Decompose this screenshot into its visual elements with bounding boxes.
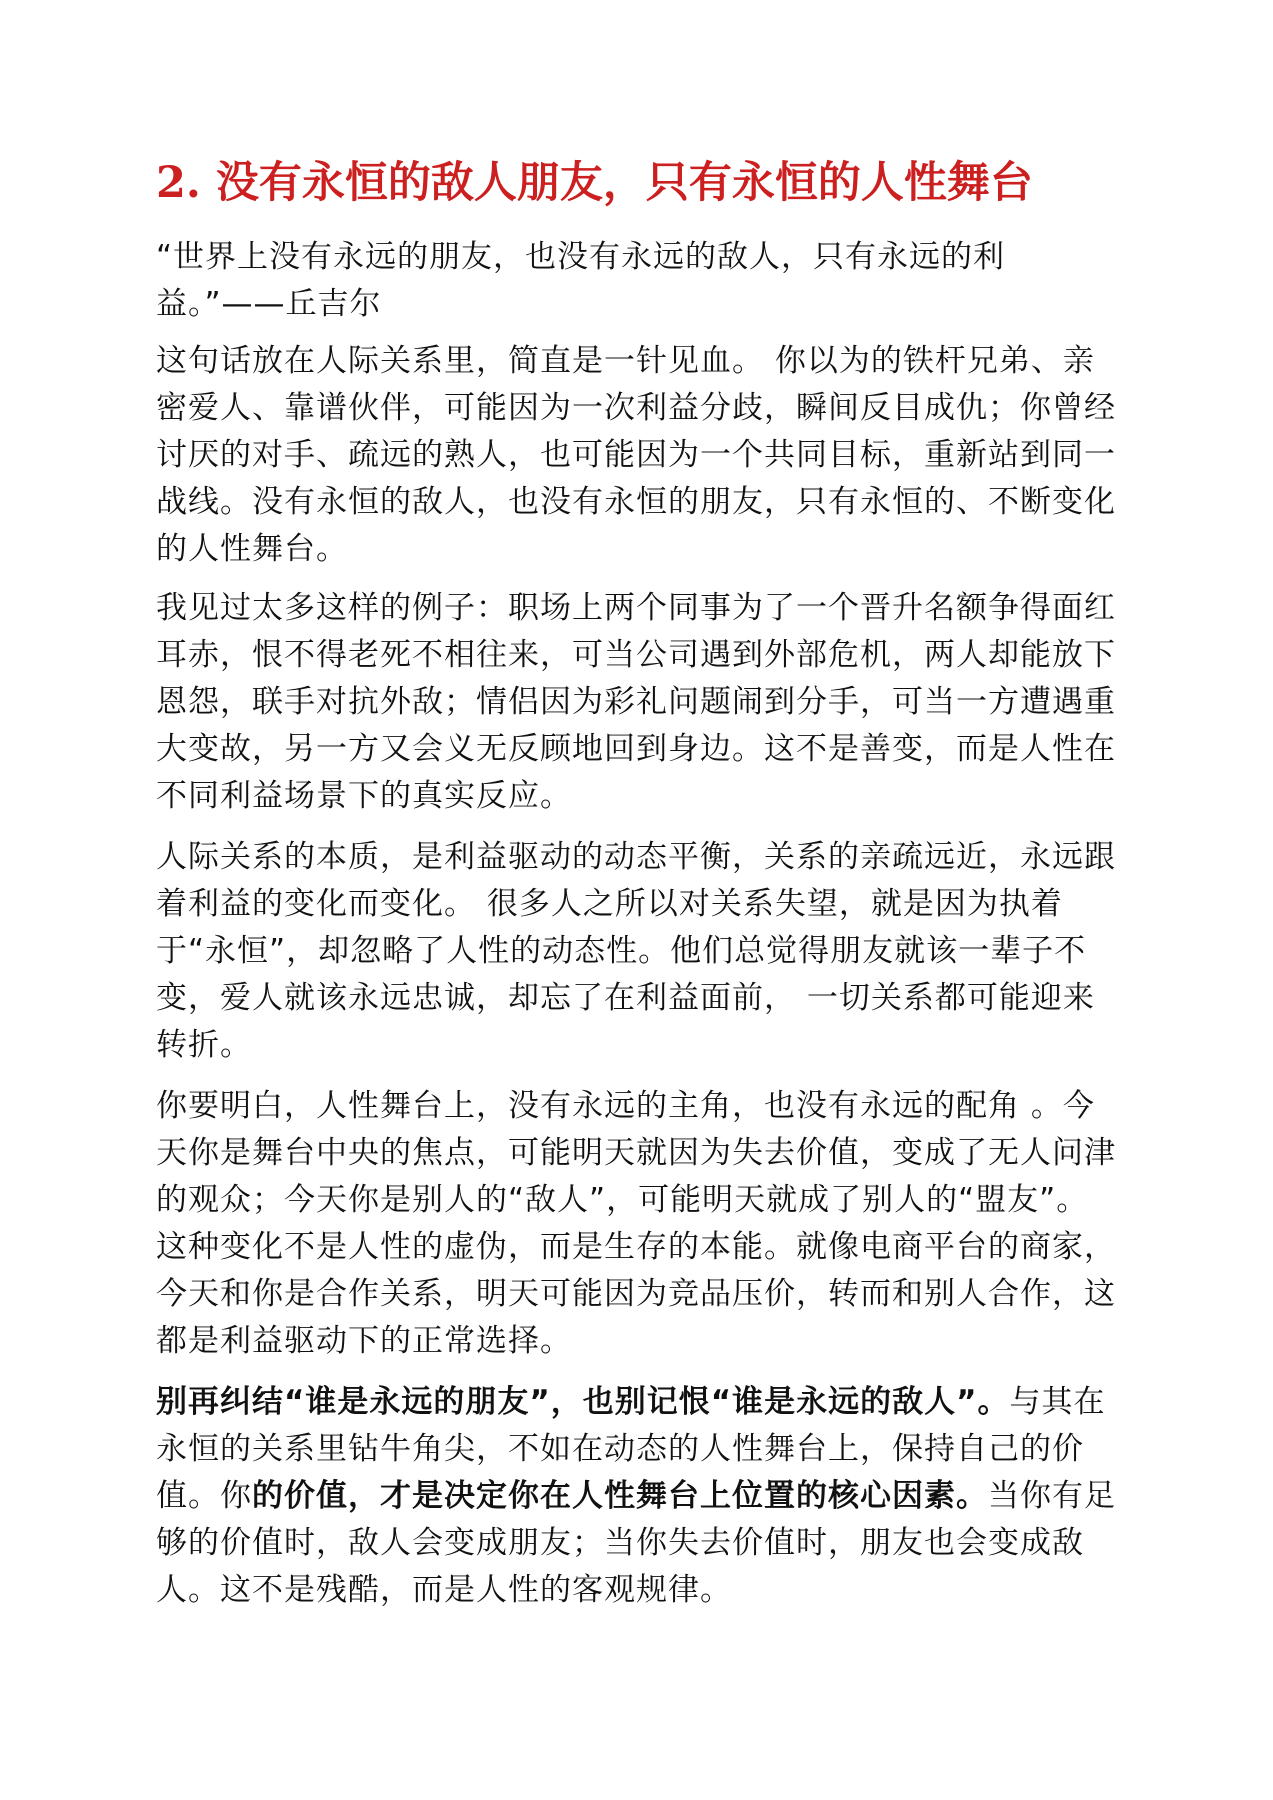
paragraph-5-text-1: 与其在永恒的关系里钻牛角尖，不如在动态的人性舞台上，保持自己的价值。你 xyxy=(156,1384,1106,1514)
paragraph-2: 我见过太多这样的例子：职场上两个同事为了一个晋升名额争得面红耳赤，恨不得老死不相往来，可当公司遇到外部危机，两人却能放下恩怨，联手对抗外敌；情侣因为彩礼问题闹到分手，可当一方遭遇重大变故，另一方又会义无反顾地回到身边。这不是善变，而是人性在不同利益场景下的真实反应。 xyxy=(156,590,1116,814)
paragraph-5-bold-key: 的价值，才是决定你在人性舞台上位置的核心因素。 xyxy=(252,1478,988,1514)
churchill-quote: “世界上没有永远的朋友，也没有永远的敌人，只有永远的利益。”——丘吉尔 xyxy=(156,239,1006,322)
paragraph-1: 这句话放在人际关系里，简直是一针见血。 你以为的铁杆兄弟、亲密爱人、靠谱伙伴，可能因为一次利益分歧，瞬间反目成仇；你曾经讨厌的对手、疏远的熟人，也可能因为一个共同目标，重新站到同一战线。没有永恒的敌人，也没有永恒的朋友，只有永恒的、不断变化的人性舞台。 xyxy=(156,343,1116,567)
paragraph-5-bold-lead: 别再纠结“谁是永远的朋友”，也别记恨“谁是永远的敌人”。 xyxy=(156,1384,1010,1420)
article-title: 2. 没有永恒的敌人朋友，只有永恒的人性舞台 xyxy=(156,158,1033,208)
paragraph-4: 你要明白，人性舞台上，没有永远的主角，也没有永远的配角 。今天你是舞台中央的焦点，可能明天就因为失去价值，变成了无人问津的观众；今天你是别人的“敌人”，可能明天就成了别人的“盟友”。这种变化不是人性的虚伪，而是生存的本能。就像电商平台的商家，今天和你是合作关系，明天可能因为竞品压价，转而和别人合作，这都是利益驱动下的正常选择。 xyxy=(156,1088,1116,1359)
paragraph-5-text-2: 当你有足够的价值时，敌人会变成朋友；当你失去价值时，朋友也会变成敌人。这不是残酷，而是人性的客观规律。 xyxy=(156,1478,1116,1608)
article xyxy=(156,150,1116,1614)
paragraph-3: 人际关系的本质，是利益驱动的动态平衡，关系的亲疏远近，永远跟着利益的变化而变化。 很多人之所以对关系失望，就是因为执着于“永恒”，却忽略了人性的动态性。他们总觉得朋友就该一辈子不变，爱人就该永远忠诚，却忘了在利益面前， 一切关系都可能迎来转折。 xyxy=(156,839,1116,1063)
paragraph-5 xyxy=(156,1379,1116,1614)
